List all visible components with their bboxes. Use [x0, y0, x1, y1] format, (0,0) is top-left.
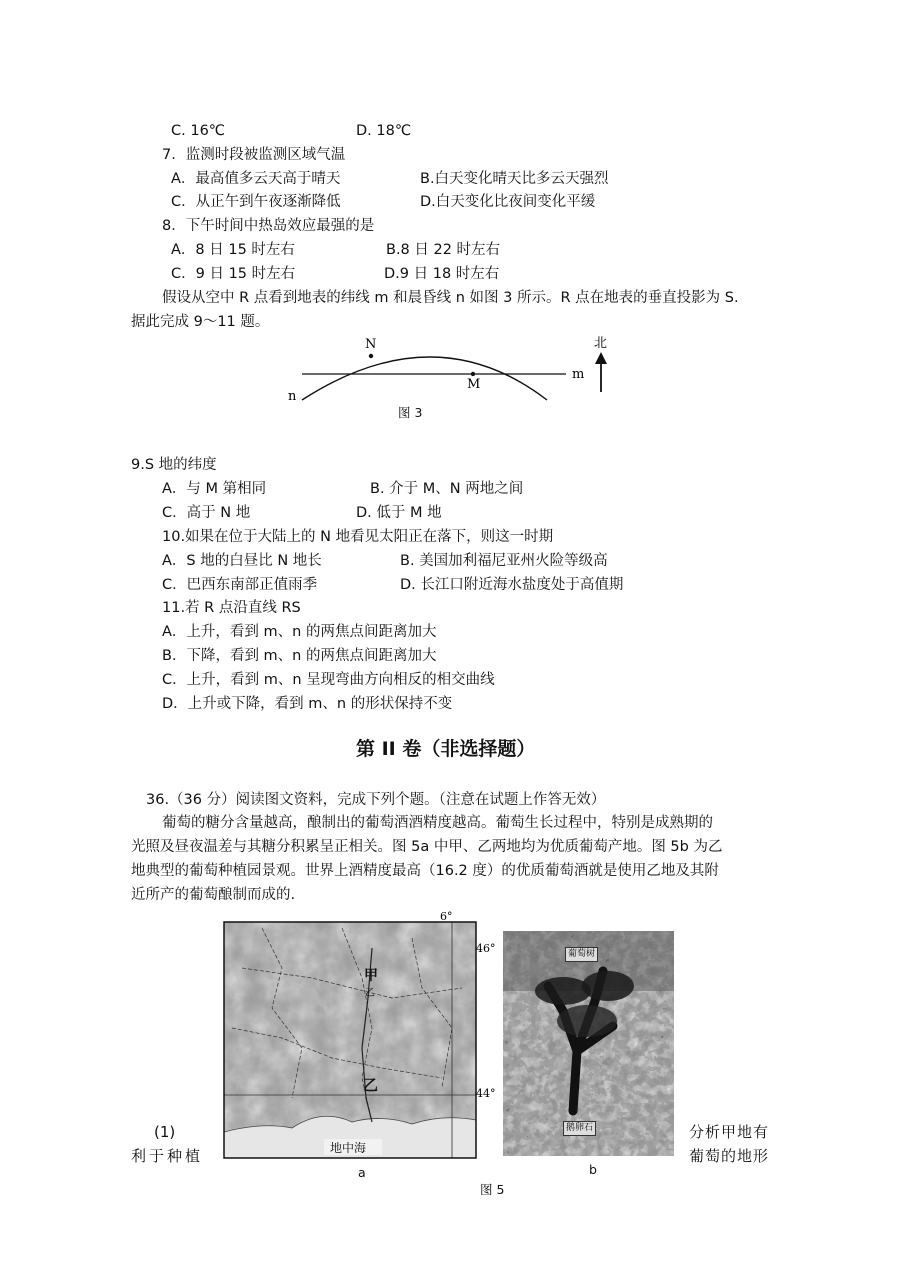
- lon-6-label: 6°: [440, 910, 453, 923]
- q11-option-c: C．上升，看到 m、n 呈现弯曲方向相反的相交曲线: [162, 672, 495, 688]
- north-arrow-head: [595, 352, 607, 364]
- q7-stem: 7．监测时段被监测区域气温: [162, 147, 346, 163]
- sea-label: 地中海: [330, 1141, 367, 1155]
- q8-option-b: B.8 日 22 时左右: [386, 242, 501, 258]
- q36-para-line2: 光照及昼夜温差与其糖分积累呈正相关。图 5a 中甲、乙两地均为优质葡萄产地。图 5b 为乙: [131, 839, 723, 855]
- point-n-dot: [369, 354, 373, 358]
- q10-option-b: B. 美国加利福尼亚州火险等级高: [400, 553, 608, 569]
- q9-stem: 9.S 地的纬度: [131, 457, 217, 473]
- label-yi: 乙: [363, 1076, 379, 1094]
- q10-option-d: D. 长江口附近海水盐度处于高值期: [400, 577, 624, 593]
- q9-option-b: B. 介于 M、N 两地之间: [370, 481, 524, 497]
- q8-option-a: A．8 日 15 时左右: [171, 242, 295, 258]
- label-N: N: [365, 337, 377, 352]
- figure-5b-photo: [503, 931, 674, 1156]
- q9-option-c: C．高于 N 地: [162, 505, 251, 521]
- point-m-dot: [471, 372, 475, 376]
- section-2-title: 第 II 卷（非选择题）: [356, 738, 536, 760]
- q7-option-b: B.白天变化晴天比多云天强烈: [420, 171, 609, 187]
- figure-5-caption: 图 5: [480, 1182, 505, 1197]
- q11-option-d: D．上升或下降，看到 m、n 的形状保持不变: [162, 696, 453, 712]
- figure-5b-caption: b: [589, 1162, 597, 1177]
- q36-sub1-left-b: 利于种植: [131, 1147, 204, 1165]
- photo-label-vine: 葡萄树: [565, 947, 598, 962]
- q8-option-d: D.9 日 18 时左右: [384, 266, 500, 282]
- q11-option-b: B．下降，看到 m、n 的两焦点间距离加大: [162, 648, 437, 664]
- q7-option-c: C．从正午到午夜逐渐降低: [171, 194, 341, 210]
- q36-header: 36.（36 分）阅读图文资料，完成下列个题。（注意在试题上作答无效）: [146, 792, 606, 808]
- q36-sub1-left-a: (1): [154, 1123, 176, 1141]
- north-label: 北: [594, 336, 608, 351]
- q7-option-d: D.白天变化比夜间变化平缓: [420, 194, 596, 210]
- photo-label-pebbles: 鹅卵石: [563, 1121, 596, 1136]
- figure-5a-map: [222, 908, 496, 1160]
- q36-para-line1: 葡萄的糖分含量越高，酿制出的葡萄酒酒精度越高。葡萄生长过程中，特别是成熟期的: [162, 815, 713, 831]
- q10-stem: 10.如果在位于大陆上的 N 地看见太阳正在落下，则这一时期: [162, 529, 554, 545]
- q36-para-line4: 近所产的葡萄酿制而成的.: [131, 887, 296, 903]
- intro-9-11-line1: 假设从空中 R 点看到地表的纬线 m 和晨昏线 n 如图 3 所示。R 点在地表的垂直投影为 S.: [162, 290, 739, 306]
- q36-sub1-right-a: 分析甲地有: [689, 1123, 770, 1141]
- lat-44-label: 44°: [476, 1087, 496, 1100]
- label-M: M: [467, 377, 481, 392]
- q11-stem: 11.若 R 点沿直线 RS: [162, 600, 301, 616]
- q8-stem: 8．下午时间中热岛效应最强的是: [162, 218, 375, 234]
- q36-sub1-right-b: 葡萄的地形: [689, 1147, 770, 1165]
- q6-option-d: D. 18℃: [356, 123, 412, 139]
- intro-9-11-line2: 据此完成 9～11 题。: [131, 314, 270, 330]
- q6-option-c: C. 16℃: [171, 123, 226, 139]
- terminator-curve-n: [302, 357, 547, 400]
- label-jia: 甲: [364, 968, 378, 984]
- q9-option-a: A．与 M 第相同: [162, 481, 267, 497]
- q8-option-c: C．9 日 15 时左右: [171, 266, 296, 282]
- q9-option-d: D. 低于 M 地: [356, 505, 442, 521]
- q10-option-c: C．巴西东南部正值雨季: [162, 577, 318, 593]
- q36-para-line3: 地典型的葡萄种植园景观。世界上酒精度最高（16.2 度）的优质葡萄酒就是使用乙地及其附: [131, 863, 719, 879]
- q7-option-a: A．最高值多云天高于晴天: [171, 171, 341, 187]
- figure-5a-caption: a: [358, 1165, 366, 1180]
- lat-46-label: 46°: [476, 942, 496, 955]
- q11-option-a: A．上升，看到 m、n 的两焦点间距离加大: [162, 624, 437, 640]
- label-m: m: [572, 367, 585, 382]
- figure-3-diagram: [280, 332, 620, 424]
- figure-3-caption: 图 3: [398, 405, 423, 420]
- q10-option-a: A．S 地的白昼比 N 地长: [162, 553, 322, 569]
- label-n: n: [288, 389, 297, 404]
- label-yi-small: 乙: [365, 988, 375, 999]
